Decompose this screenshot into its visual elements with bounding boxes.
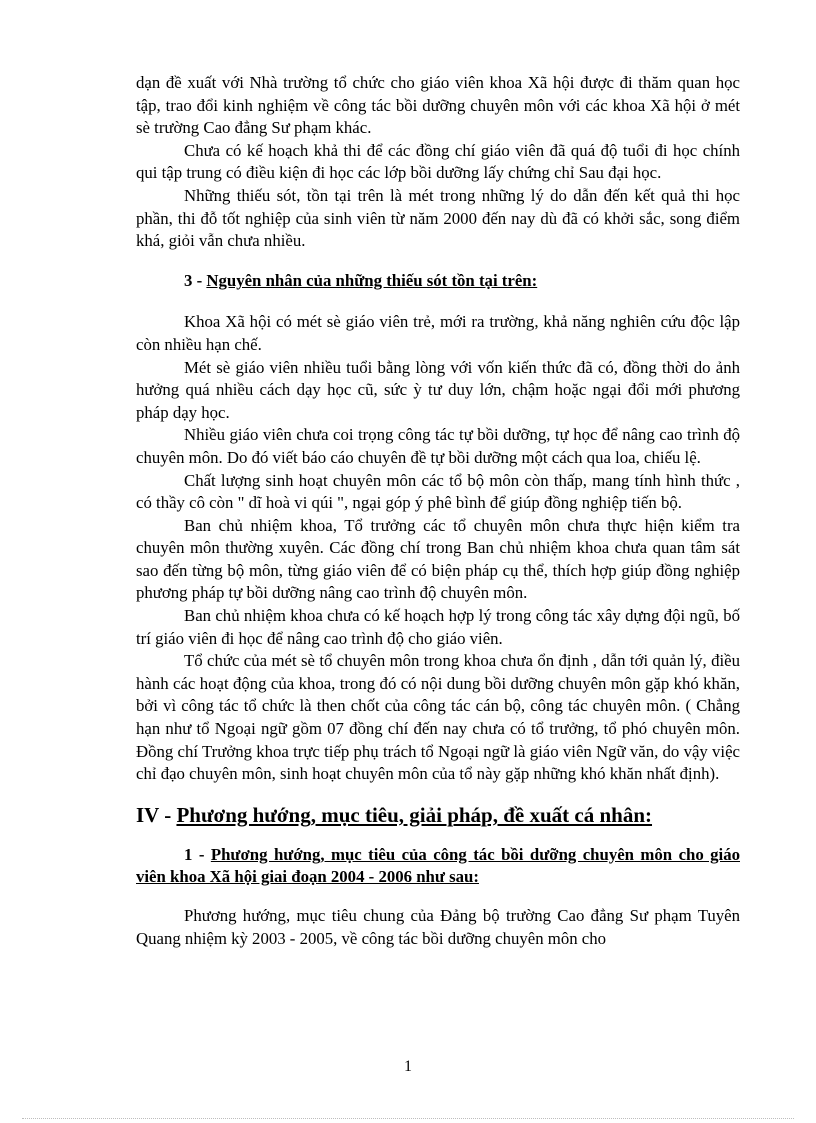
section-4-heading: [136, 802, 740, 828]
section-3-heading: [136, 270, 740, 293]
paragraph-3: Những thiếu sót, tồn tại trên là mét trong những lý do dẫn đến kết quả thi học phần, thi đỗ tốt nghiệp của sinh viên từ năm 2000 đến nay dù đã có khởi sắc, song điểm khá, giỏi vẫn chưa nhiều.: [136, 185, 740, 251]
paragraph-s3-7: Tổ chức của mét sè tổ chuyên môn trong khoa chưa ổn định , dẫn tới quản lý, điều hành các hoạt động của khoa, trong đó có nội dung bồi dưỡng chuyên môn gặp khó khăn, bởi vì công tác tổ chức là then chốt của công tác cán bộ, công tác chuyên môn. ( Chẳng hạn như tổ Ngoại ngữ gồm 07 đồng chí đến nay chưa có tổ trưởng, tổ phó chuyên môn. Đồng chí Trưởng khoa trực tiếp phụ trách tổ Ngoại ngữ là giáo viên Ngữ văn, do vậy việc chỉ đạo chuyên môn, sinh hoạt chuyên môn của tổ này gặp những khó khăn nhất định).: [136, 651, 740, 784]
subsection-1-heading: [136, 844, 740, 889]
section-4-title: Phương hướng, mục tiêu, giải pháp, đề xuất cá nhân:: [176, 802, 653, 827]
paragraph-s3-3: Nhiều giáo viên chưa coi trọng công tác tự bồi dưỡng, tự học để nâng cao trình độ chuyên môn. Do đó viết báo cáo chuyên đề tự bồi dưỡng một cách qua loa, chiếu lệ.: [136, 425, 740, 467]
paragraph-s3-5: Ban chủ nhiệm khoa, Tổ trưởng các tổ chuyên môn chưa thực hiện kiểm tra chuyên môn thường xuyên. Các đồng chí trong Ban chủ nhiệm khoa chưa quan tâm sát sao đến từng bộ môn, từng giáo viên để có biện pháp cụ thể, thích hợp giúp đồng nghiệp phương pháp tự bồi dưỡng nâng cao trình độ chuyên môn.: [136, 515, 740, 603]
subsection-1-title: Phương hướng, mục tiêu của công tác bồi dưỡng chuyên môn cho giáo viên khoa Xã hội giai đoạn 2004 - 2006 như sau:: [136, 844, 740, 887]
section-4-number: IV -: [136, 802, 177, 827]
paragraph-s3-1: Khoa Xã hội có mét sè giáo viên trẻ, mới ra trường, khả năng nghiên cứu độc lập còn nhiều hạn chế.: [136, 312, 740, 354]
paragraph-s3-2: Mét sè giáo viên nhiều tuổi bằng lòng với vốn kiến thức đã có, đồng thời do ảnh hưởng quá nhiều cách dạy học cũ, sức ỳ tư duy lớn, chậm hoặc ngại đổi mới phương pháp dạy học.: [136, 357, 740, 422]
paragraph-s3-4: Chất lượng sinh hoạt chuyên môn các tổ bộ môn còn thấp, mang tính hình thức , có thầy cô còn " dĩ hoà vi qúi ", ngại góp ý phê bình để giúp đồng nghiệp tiến bộ.: [136, 470, 740, 513]
section-3-number: 3 -: [184, 270, 207, 290]
paragraph-last: Phương hướng, mục tiêu chung của Đảng bộ trường Cao đẳng Sư phạm Tuyên Quang nhiệm kỳ 2003 - 2005, về công tác bồi dưỡng chuyên môn cho: [136, 906, 740, 948]
page-break-line: [22, 1118, 794, 1119]
paragraph-1: dạn đề xuất với Nhà trường tổ chức cho giáo viên khoa Xã hội được đi thăm quan học tập, trao đổi kinh nghiệm về công tác bồi dưỡng chuyên môn với các khoa Xã hội ở mét sè trường Cao đẳng Sư phạm khác.: [136, 73, 740, 138]
page-number: 1: [404, 1058, 412, 1075]
subsection-1-number: 1 -: [184, 844, 211, 864]
document-page: [136, 72, 740, 950]
paragraph-2: Chưa có kế hoạch khả thi để các đồng chí giáo viên đã quá độ tuổi đi học chính qui tập trung có điều kiện đi học các lớp bồi dưỡng lấy chứng chỉ Sau đại học.: [136, 140, 740, 183]
paragraph-s3-6: Ban chủ nhiệm khoa chưa có kế hoạch hợp lý trong công tác xây dựng đội ngũ, bố trí giáo viên đi học để nâng cao trình độ cho giáo viên.: [136, 606, 740, 648]
section-3-title: Nguyên nhân của những thiếu sót tồn tại trên:: [206, 270, 538, 290]
